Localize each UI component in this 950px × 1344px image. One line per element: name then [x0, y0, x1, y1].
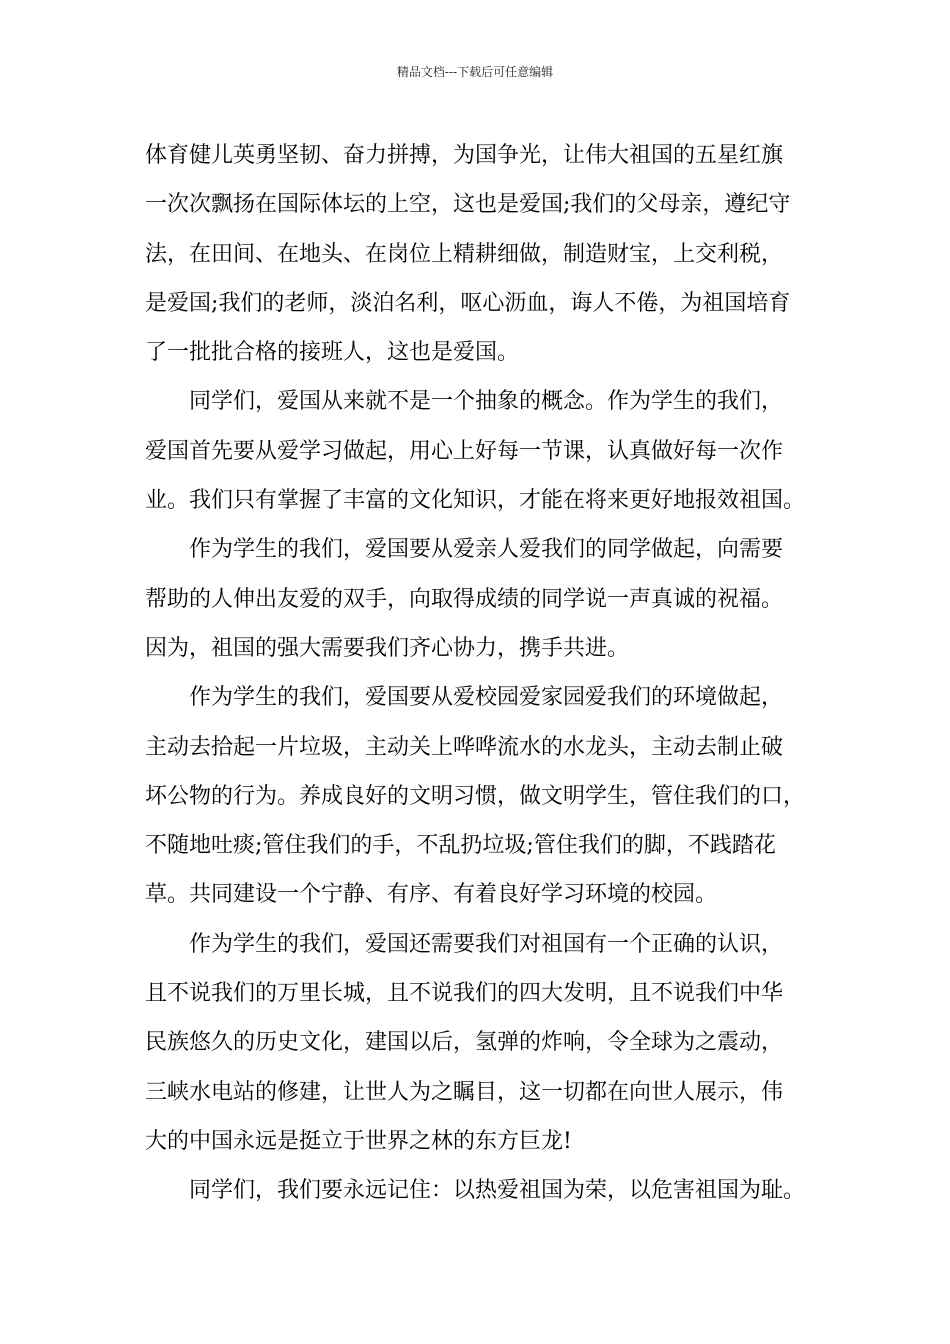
- text-line: 三峡水电站的修建，让世人为之瞩目，这一切都在向世人展示，伟: [145, 1079, 784, 1105]
- text-line: 民族悠久的历史文化，建国以后，氢弹的炸响，令全球为之震动，: [145, 1030, 784, 1056]
- text-line: 且不说我们的万里长城，且不说我们的四大发明，且不说我们中华: [145, 981, 784, 1007]
- text-line: 了一批批合格的接班人，这也是爱国。: [145, 340, 520, 366]
- text-line: 爱国首先要从爱学习做起，用心上好每一节课，认真做好每一次作: [145, 438, 784, 464]
- paragraph-first-line: 作为学生的我们，爱国要从爱亲人爱我们的同学做起，向需要: [189, 537, 784, 563]
- text-line: 帮助的人伸出友爱的双手，向取得成绩的同学说一声真诚的祝福。: [145, 586, 784, 612]
- paragraph-first-line: 同学们，爱国从来就不是一个抽象的概念。作为学生的我们，: [189, 389, 784, 415]
- paragraph-first-line: 作为学生的我们，爱国要从爱校园爱家园爱我们的环境做起，: [189, 685, 784, 711]
- text-line: 因为，祖国的强大需要我们齐心协力，携手共进。: [145, 635, 630, 661]
- text-line: 业。我们只有掌握了丰富的文化知识，才能在将来更好地报效祖国。: [145, 488, 806, 514]
- paragraph-first-line: 同学们，我们要永远记住：以热爱祖国为荣，以危害祖国为耻。: [189, 1178, 806, 1204]
- text-line: 是爱国;我们的老师，淡泊名利，呕心沥血，诲人不倦，为祖国培育: [145, 290, 791, 316]
- text-line: 主动去拾起一片垃圾，主动关上哗哗流水的水龙头，主动去制止破: [145, 734, 784, 760]
- text-line: 不随地吐痰;管住我们的手，不乱扔垃圾;管住我们的脚，不践踏花: [145, 833, 776, 859]
- document-body: [145, 131, 825, 1216]
- text-line: 草。共同建设一个宁静、有序、有着良好学习环境的校园。: [145, 882, 718, 908]
- text-line: 大的中国永远是挺立于世界之林的东方巨龙!: [145, 1128, 572, 1154]
- text-line: 坏公物的行为。养成良好的文明习惯，做文明学生，管住我们的口，: [145, 783, 806, 809]
- text-line: 体育健儿英勇坚韧、奋力拼搏，为国争光，让伟大祖国的五星红旗: [145, 143, 784, 168]
- text-line: 一次次飘扬在国际体坛的上空，这也是爱国;我们的父母亲，遵纪守: [145, 192, 791, 218]
- paragraph-first-line: 作为学生的我们，爱国还需要我们对祖国有一个正确的认识，: [189, 931, 784, 957]
- page-header: 精品文档---下载后可任意编辑: [396, 65, 554, 79]
- text-line: 法，在田间、在地头、在岗位上精耕细做，制造财宝，上交利税，: [145, 241, 784, 267]
